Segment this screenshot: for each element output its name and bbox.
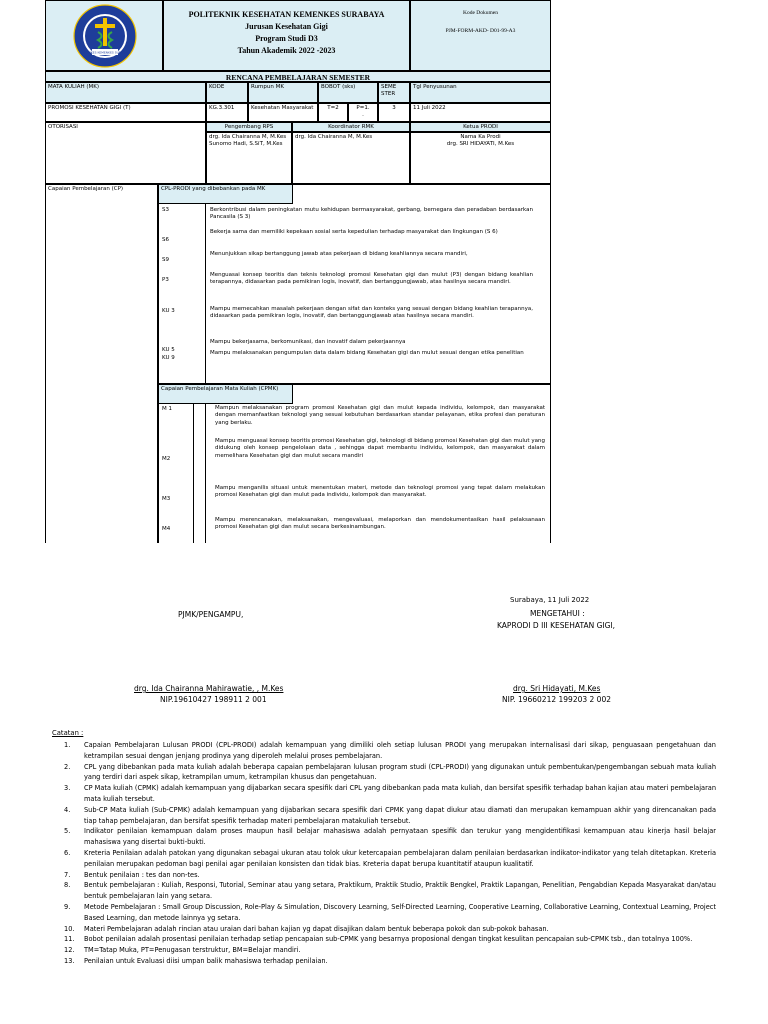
- rumpun-header: Rumpun MK: [248, 82, 318, 103]
- course-rumpun: Kesehatan Masyarakat: [248, 103, 318, 122]
- cpl-code: S3: [162, 207, 169, 213]
- notes-list: [52, 740, 716, 967]
- pengembang-1: drg. Ida Chairanna M, M.Kes: [209, 134, 287, 140]
- right-sign-nip: NIP. 19660212 199203 2 002: [502, 695, 611, 704]
- cpl-text: Menguasai konsep teoritis dan teknis teknologi promosi Kesehatan gigi dan mulut (P3) dengan bidang keahlian terapannya, didasarkan pada pemikiran logis, inovatif, dan bertanggungjawab, atas hasilnya secara mandiri.: [210, 272, 533, 286]
- mk-header: MATA KULIAH (MK): [45, 82, 206, 103]
- cpl-code: S6: [162, 237, 169, 243]
- department-name: Jurusan Kesehatan Gigi: [245, 22, 328, 31]
- cpmk-code: M4: [162, 526, 171, 532]
- note-item: 6. Kreteria Penilaian adalah patokan yang digunakan sebagai ukuran atau tolok ukur ketercapaian pembelajaran dalam penilaian berdasarkan indikator-indikator yang telah ditetapkan. Kreteria penilaian merupakan pedoman bagi penilai agar penilaian konsisten dan tidak bias. Kreteria dapat berupa kuantitatif ataupun kualitatif.: [64, 848, 716, 868]
- course-date: 11 Juli 2022: [410, 103, 551, 122]
- cpl-text: Berkontribusi dalam peningkatan mutu kehidupan bermasyarakat, gerbang, bernegara dan peradaban berdasarkan Pancasila (S 3): [210, 207, 533, 221]
- pengembang-header: Pengembang RPS: [206, 122, 292, 132]
- cpmk-text: Mampu merencanakan, melaksanakan, mengevaluasi, melaporkan dan mendokumentasikan hasil pelaksanaan promosi Kesehatan gigi dan mulut secara berkesinambungan.: [215, 517, 545, 531]
- cpl-code: KU 5: [162, 347, 175, 353]
- cpl-code: KU 9: [162, 355, 175, 361]
- capaian-label: Capaian Pembelajaran (CP): [45, 184, 158, 543]
- left-sign-name: drg. Ida Chairanna Mahirawatie, , M.Kes: [134, 684, 284, 693]
- pengembang-2: Sunomo Hadi, S.SiT, M.Kes: [209, 141, 283, 147]
- course-name: PROMOSI KESEHATAN GIGI (T): [45, 103, 206, 122]
- ketua-title: Nama Ka Prodi: [460, 134, 501, 140]
- cpl-code: P3: [162, 277, 169, 283]
- doc-code-block: [410, 0, 551, 71]
- cpl-code: KU 3: [162, 308, 175, 314]
- note-item: 7. Bentuk penilaian : tes dan non-tes.: [64, 870, 200, 879]
- cpmk-text: Mampu menguasai konsep teoritis promosi Kesehatan gigi, teknologi di bidang promosi Kesehatan gigi dan mulut yang didukung oleh konsep pengelolaan data , sehingga dapat membantu individu, kelompok, dan masyarakat dalam memelihara Kesehatan gigi dan mulut secara mandiri: [215, 438, 545, 459]
- note-item: 12. TM=Tatap Muka, PT=Penugasan terstruktur, BM=Belajar mandiri.: [64, 946, 301, 955]
- otorisasi-label: OTORISASI: [45, 122, 206, 184]
- right-sign-name: drg. Sri Hidayati, M.Kes: [513, 684, 601, 693]
- cpl-text: Mampu melaksanakan pengumpulan data dalam bidang Kesehatan gigi dan mulut sesuai dengan etika penelitian: [210, 350, 524, 356]
- doc-code-label: Kode Dokumen: [463, 10, 498, 16]
- logo-text: POLTEKKES KEMENKES SURABAYA: [79, 50, 131, 55]
- note-item: 9. Metode Pembelajaran : Small Group Discussion, Role-Play & Simulation, Discovery Learning, Self-Directed Learning, Cooperative Learning, Collaborative Learning, Contextual Learning, Project Based Learning, dan metode lainnya yg setara.: [64, 902, 716, 922]
- logo-cell: [45, 0, 163, 71]
- ketua-names: [410, 132, 551, 184]
- tgl-header: Tgl Penyusunan: [410, 82, 551, 103]
- course-p: P=1. .: [348, 103, 378, 122]
- right-sign-title-2: KAPRODI D III KESEHATAN GIGI,: [497, 621, 616, 630]
- cpmk-code: M2: [162, 456, 171, 462]
- note-item: 1. Capaian Pembelajaran Lulusan PRODI (CPL-PRODI) adalah kemampuan yang dimiliki oleh setiap lulusan PRODI yang merupakan internalisasi dari sikap, penguasaan pengetahuan dan ketrampilan sesuai dengan jenjang prodinya yang diperoleh melalui proses pembelajaran.: [64, 741, 716, 760]
- cpl-text: Bekerja sama dan memiliki kepekaan sosial serta kepedulian terhadap masyarakat dan lingkungan (S 6): [210, 229, 498, 235]
- cpmk-text: Mampu menganilis situasi untuk menentukan materi, metode dan teknologi promosi yang tepat dalam melakukan promosi Kesehatan gigi dan mulut pada individu, kelompok dan masyarakat.: [215, 485, 545, 499]
- rps-title: RENCANA PEMBELAJARAN SEMESTER: [45, 71, 551, 82]
- cpmk-code: M 1: [162, 406, 172, 412]
- right-sign-title-1: MENGETAHUI :: [530, 609, 585, 618]
- place-date: Surabaya, 11 Juli 2022: [510, 596, 590, 604]
- left-sign-nip: NIP.19610427 198911 2 001: [160, 695, 267, 704]
- institution-name: POLITEKNIK KESEHATAN KEMENKES SURABAYA: [188, 10, 385, 19]
- poltekkes-logo: [68, 3, 142, 69]
- rps-form: [45, 0, 551, 543]
- cpl-text: Mampu memecahkan masalah pekerjaan dengan sifat dan konteks yang sesuai dengan bidang keahlian terapannya, didasarkan pada pemikiran logis, inovatif, dan bertanggungjawab atas hasilnya secara mandiri.: [210, 306, 533, 320]
- note-item: 11. Bobot penilaian adalah prosentasi penilaian terhadap setiap pencapaian sub-CPMK yang besarnya proposional dengan tingkat kesulitan pencapaian sub-CPMK tsb., dan totalnya 100%.: [64, 935, 693, 944]
- left-sign-title: PJMK/PENGAMPU,: [178, 610, 244, 619]
- doc-code: PJM-FORM-AKD- D01-99-A3: [445, 28, 516, 34]
- ketua-name: drg. SRI HIDAYATI, M.Kes: [446, 141, 515, 147]
- program-name: Program Studi D3: [255, 34, 318, 43]
- course-semester: 3: [378, 103, 410, 122]
- notes-title: Catatan :: [52, 729, 84, 737]
- cpmk-code: M3: [162, 496, 171, 502]
- note-item: 4. Sub-CP Mata kuliah (Sub-CPMK) adalah kemampuan yang dijabarkan secara spesifik dari CPMK yang dapat diukur atau diamati dan merupakan kemampuan akhir yang direncanakan pada tiap tahap pembelajaran, dan bersifat spesifik terhadap materi pembelajaran matakuliah tersebut.: [64, 805, 716, 825]
- note-item: 5. Indikator penilaian kemampuan dalam proses maupun hasil belajar mahasiswa adalah pernyataan spesifik dan terukur yang mengidentifikasi kemampuan atau kinerja hasil belajar mahasiswa yang disertai bukti-bukti.: [64, 827, 716, 847]
- form-title-block: [163, 0, 410, 71]
- cpl-text: Menunjukkan sikap bertanggung jawab atas pekerjaan di bidang keahliannya secara mandiri,: [210, 251, 468, 257]
- academic-year: Tahun Akademik 2022 -2023: [237, 46, 336, 55]
- note-item: 3. CP Mata kuliah (CPMK) adalah kemampuan yang dijabarkan secara spesifik dari CPL yang dibebankan pada mata kuliah, dan bersifat spesifik terhadap bahan kajian atau materi pembelajaran mata kuliah tersebut.: [64, 784, 716, 803]
- ketua-header: Ketua PRODI: [410, 122, 551, 132]
- koordinator-name: drg. Ida Chairanna M, M.Kes: [292, 132, 410, 184]
- koordinator-header: Koordinator RMK: [292, 122, 410, 132]
- note-item: 10. Materi Pembelajaran adalah rincian atau uraian dari bahan kajian yg dapat disajikan dalam bentuk beberapa pokok dan sub-pokok bahasan.: [64, 924, 549, 933]
- semester-header: SEME STER: [378, 82, 410, 103]
- cpl-code: S9: [162, 257, 169, 263]
- cpl-text: Mampu bekerjasama, berkomunikasi, dan inovatif dalam pekerjaannya: [210, 339, 406, 345]
- note-item: 13. Penilaian untuk Evaluasi diisi umpan balik mahasiswa terhadap penilaian.: [64, 956, 328, 965]
- course-t: T=2: [318, 103, 348, 122]
- course-code: KG.3.301: [206, 103, 248, 122]
- bobot-header: BOBOT (sks): [318, 82, 378, 103]
- note-item: 8. Bentuk pembelajaran : Kuliah, Responsi, Tutorial, Seminar atau yang setara, Praktikum, Praktik Studio, Praktik Bengkel, Praktik Lapangan, Penelitian, Pengabdian Kepada Masyarakat dan/atau bentuk pembelajaran lain yang setara.: [64, 881, 716, 901]
- pengembang-names: [206, 132, 292, 184]
- cpmk-header: Capaian Pembelajaran Mata Kuliah (CPMK): [158, 384, 293, 404]
- note-item: 2. CPL yang dibebankan pada mata kuliah adalah beberapa capaian pembelajaran lulusan program studi (CPL-PRODI) yang digunakan untuk pembentukan/pengembangan sebuah mata kuliah yang terdiri dari aspek sikap, ketrampilan umum, ketrampilan khusus dan pengetahuan.: [64, 762, 716, 782]
- cpmk-text: Mampun melaksanakan program promosi Kesehatan gigi dan mulut kepada individu, kelompok, dan masyarakat dengan memanfaatkan teknologi yang sesuai kebutuhan berdasarkan standar pelayanan, etika profesi dan peraturan yang berlaku.: [215, 405, 545, 426]
- kode-header: KODE: [206, 82, 248, 103]
- cpl-header: CPL-PRODI yang dibebankan pada MK: [158, 184, 293, 204]
